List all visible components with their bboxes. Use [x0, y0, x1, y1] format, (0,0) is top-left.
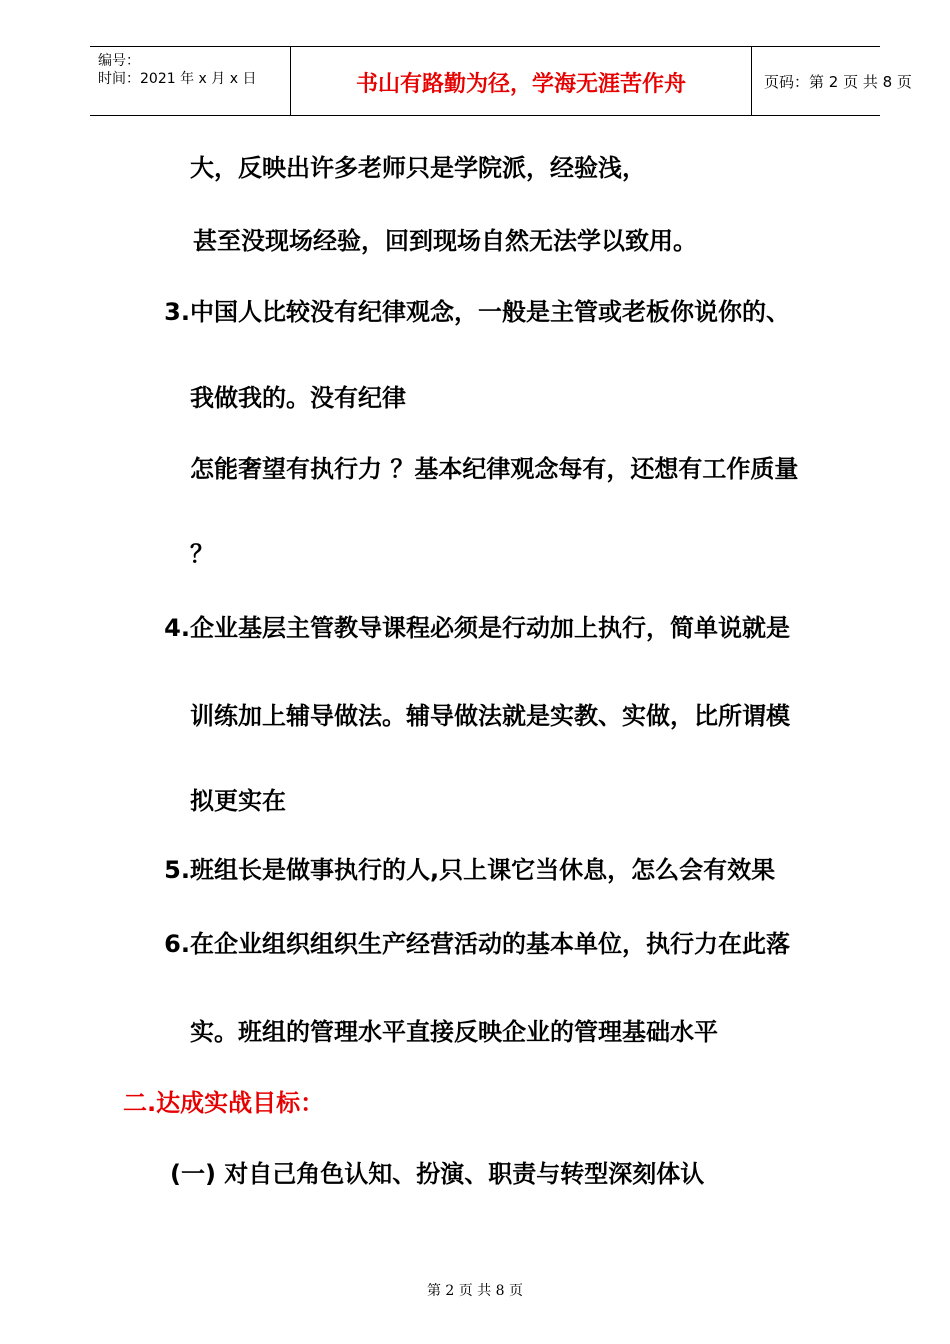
- text-line: 甚至没现场经验，回到现场自然无法学以致用。: [193, 227, 697, 255]
- list-item-5: [160, 854, 775, 886]
- list-number: 3.: [164, 298, 190, 326]
- text-line: 实。班组的管理水平直接反映企业的管理基础水平: [190, 1018, 718, 1046]
- list-text: 在企业组织组织生产经营活动的基本单位，执行力在此落: [190, 930, 790, 958]
- section-heading: 二.达成实战目标：: [123, 1089, 325, 1117]
- list-item-3: [160, 296, 790, 328]
- list-text: 班组长是做事执行的人,只上课它当休息，怎么会有效果: [190, 856, 776, 884]
- text-line: 大，反映出许多老师只是学院派，经验浅，: [190, 154, 646, 182]
- motto: 书山有路勤为径，学海无涯苦作舟: [355, 72, 686, 97]
- list-number: 4.: [164, 614, 190, 642]
- page-footer: 第 2 页 共 8 页: [426, 1283, 524, 1299]
- header-middle-cell: [290, 47, 752, 115]
- subsection-heading: (一) 对自己角色认知、扮演、职责与转型深刻体认: [170, 1160, 705, 1188]
- text-line: ？: [190, 540, 214, 568]
- page-header: [90, 46, 912, 116]
- list-text: 中国人比较没有纪律观念，一般是主管或老板你说你的、: [190, 298, 790, 326]
- header-left-cell: [90, 47, 290, 115]
- list-item-4: [160, 612, 790, 644]
- text-line: 拟更实在: [190, 787, 286, 815]
- list-number: 6.: [164, 930, 190, 958]
- text-line: 我做我的。没有纪律: [190, 384, 406, 412]
- number-label: 编号：: [98, 53, 140, 69]
- text-line: 怎能奢望有执行力 ？基本纪律观念每有，还想有工作质量: [190, 455, 799, 483]
- time-label: 时间：2021 年 x 月 x 日: [98, 71, 257, 87]
- list-text: 企业基层主管教导课程必须是行动加上执行，简单说就是: [190, 614, 790, 642]
- page-info: 页码：第 2 页 共 8 页: [764, 73, 912, 91]
- text-line: 训练加上辅导做法。辅导做法就是实教、实做，比所谓模: [190, 702, 790, 730]
- header-right-cell: [752, 47, 912, 115]
- list-number: 5.: [164, 856, 190, 884]
- list-item-6: [160, 928, 790, 960]
